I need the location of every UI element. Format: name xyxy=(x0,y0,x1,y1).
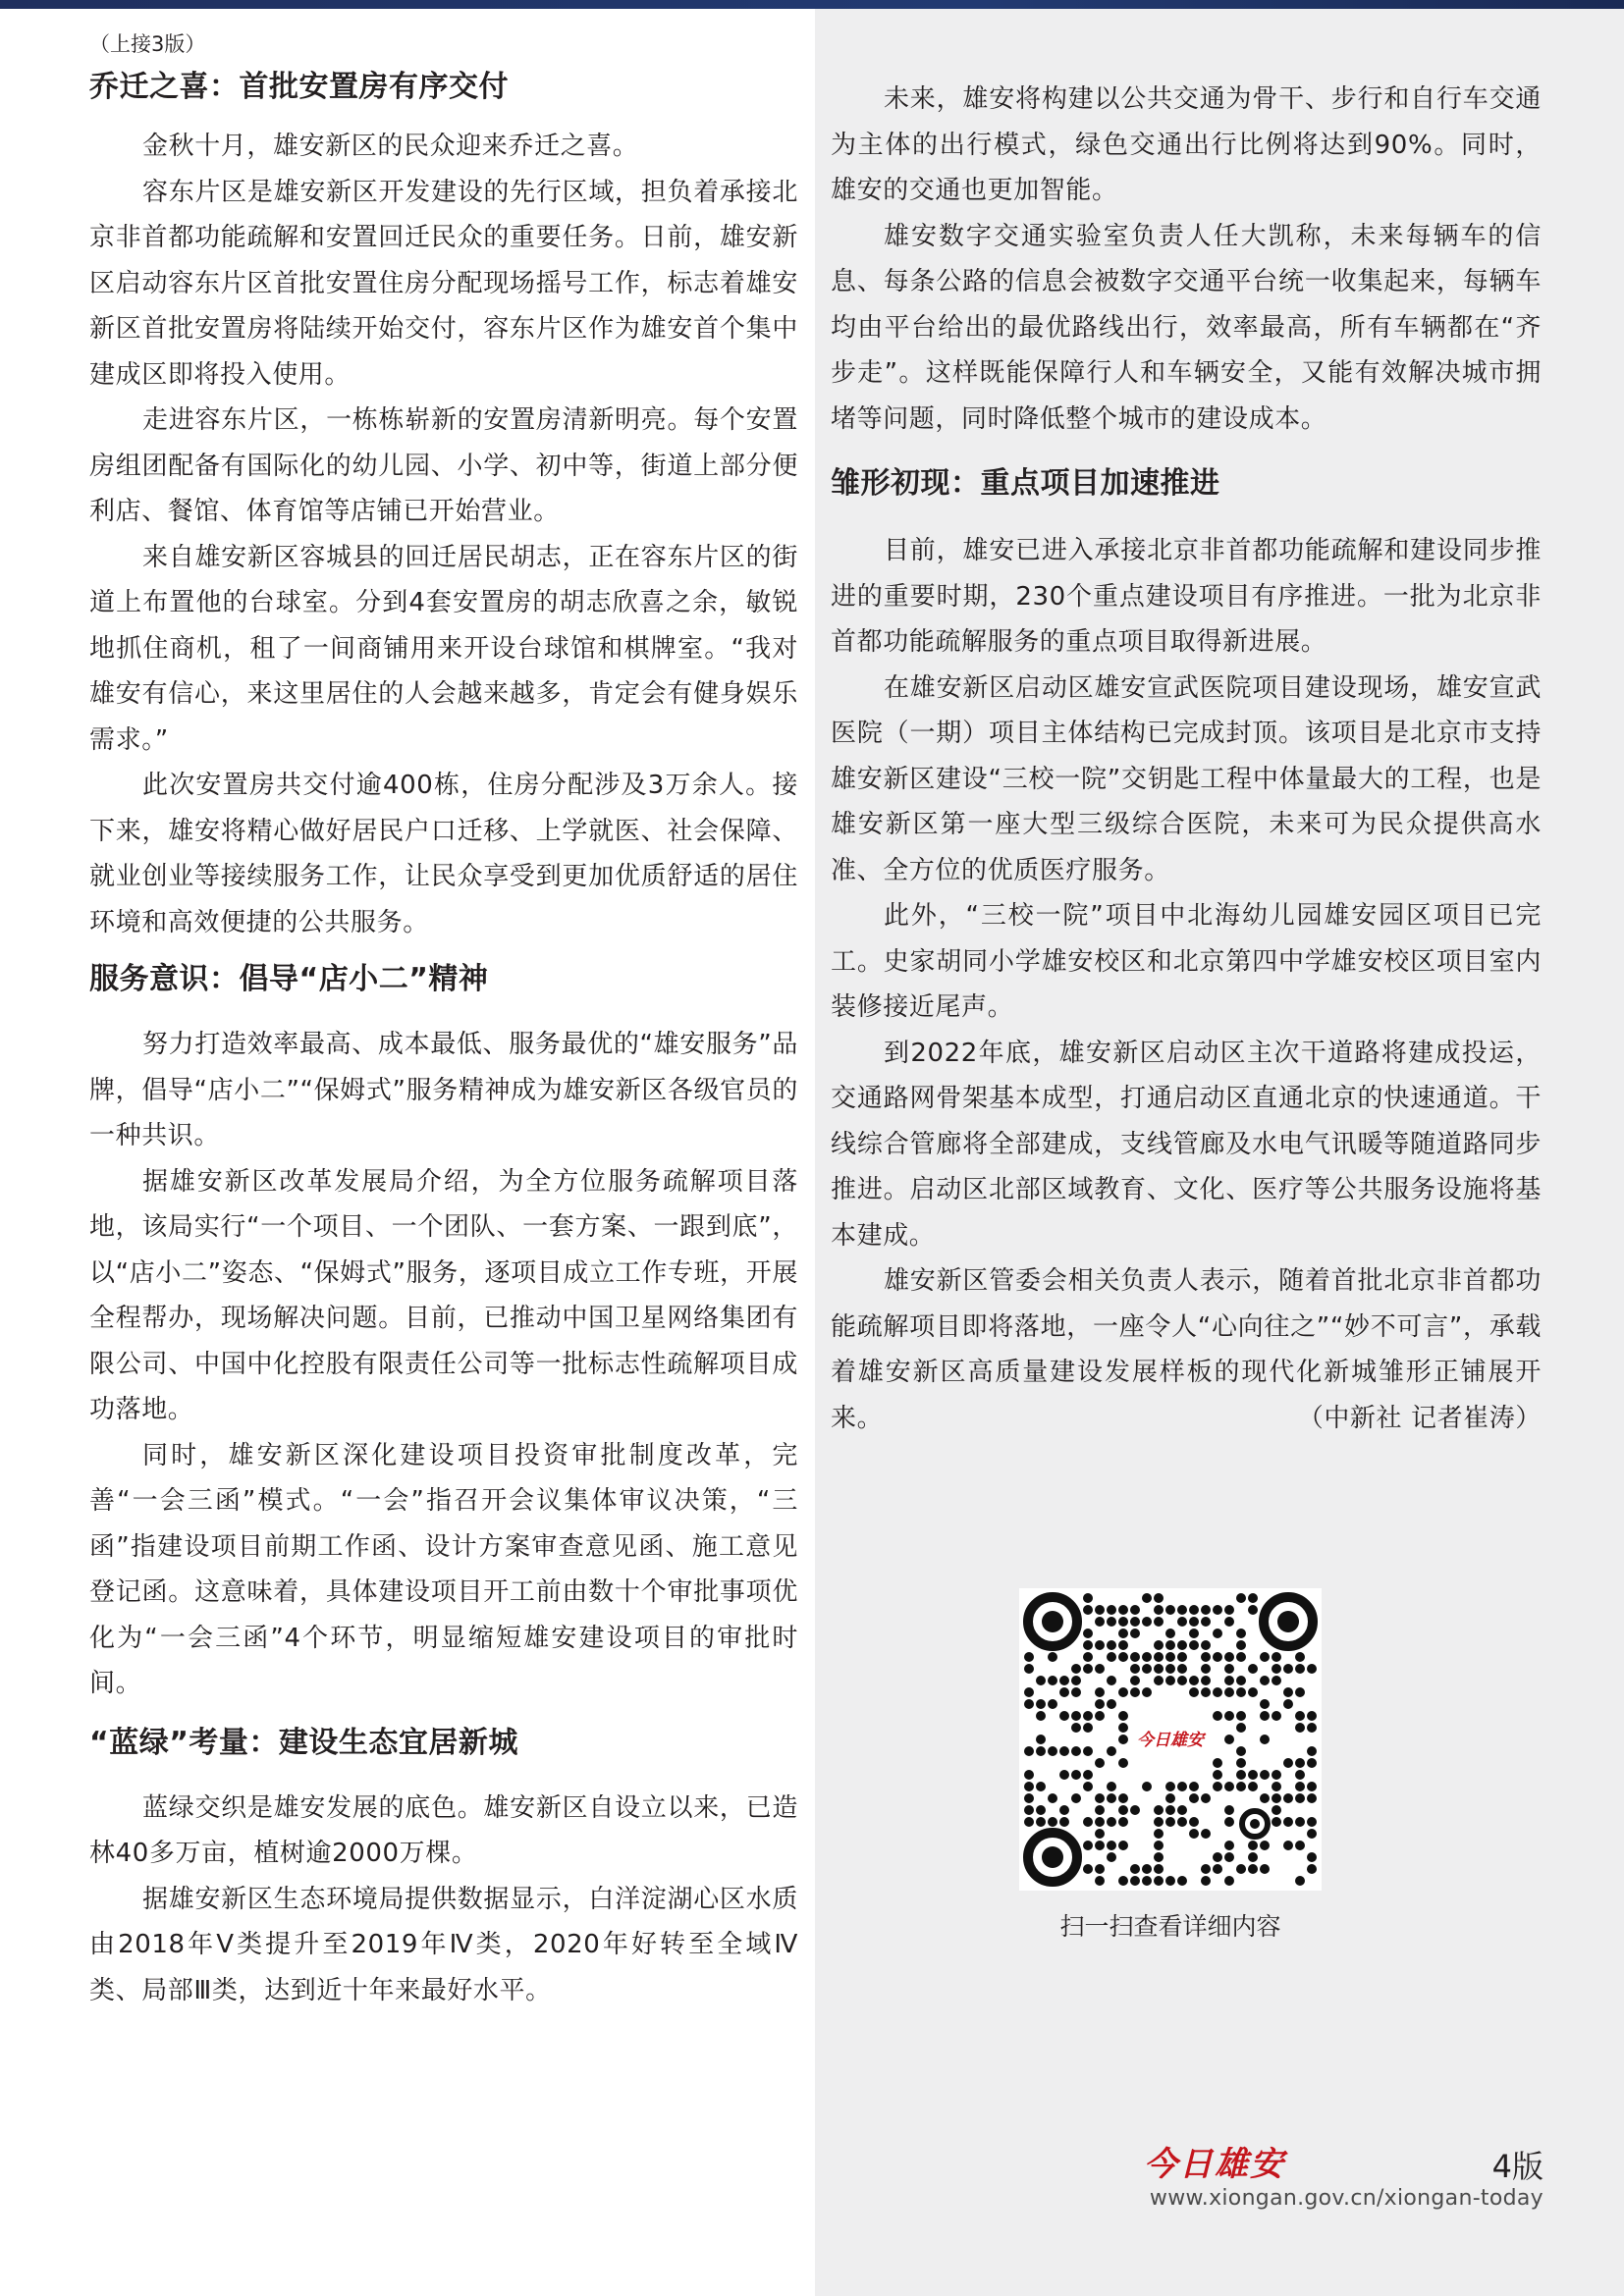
qr-module xyxy=(1189,1782,1199,1791)
qr-module xyxy=(1107,1605,1116,1615)
paragraph: 走进容东片区，一栋栋崭新的安置房清新明亮。每个安置房组团配备有国际化的幼儿园、小学、初中等，街道上部分便利店、餐馆、体育馆等店铺已开始营业。 xyxy=(89,405,798,526)
qr-module xyxy=(1177,1664,1187,1674)
qr-module xyxy=(1236,1770,1246,1780)
qr-module xyxy=(1154,1852,1164,1862)
qr-module xyxy=(1177,1652,1187,1662)
qr-module xyxy=(1295,1841,1305,1850)
qr-module xyxy=(1083,1652,1093,1662)
qr-module xyxy=(1142,1652,1152,1662)
qr-module xyxy=(1165,1676,1175,1685)
qr-module xyxy=(1236,1723,1246,1733)
qr-module xyxy=(1130,1805,1140,1815)
section-heading-service: 服务意识：倡导“店小二”精神 xyxy=(89,962,489,996)
page-number: 4版 xyxy=(1491,2148,1543,2185)
qr-module xyxy=(1260,1735,1270,1744)
qr-module xyxy=(1071,1664,1081,1674)
qr-module xyxy=(1177,1605,1187,1615)
qr-caption: 扫一扫查看详细内容 xyxy=(1059,1912,1281,1941)
qr-module xyxy=(1248,1605,1258,1615)
qr-module xyxy=(1189,1617,1199,1627)
qr-module xyxy=(1272,1676,1281,1685)
qr-module xyxy=(1142,1617,1152,1627)
qr-module xyxy=(1248,1770,1258,1780)
qr-module xyxy=(1118,1640,1128,1650)
qr-module xyxy=(1213,1770,1222,1780)
qr-module xyxy=(1201,1640,1211,1650)
qr-module xyxy=(1118,1735,1128,1744)
qr-module xyxy=(1307,1817,1317,1827)
qr-module xyxy=(1095,1687,1105,1697)
qr-module xyxy=(1154,1652,1164,1662)
qr-module xyxy=(1083,1664,1093,1674)
qr-code-image xyxy=(1019,1588,1322,1891)
qr-module xyxy=(1283,1841,1293,1850)
qr-module xyxy=(1260,1699,1270,1709)
qr-module xyxy=(1107,1817,1116,1827)
qr-module xyxy=(1118,1617,1128,1627)
qr-module xyxy=(1260,1793,1270,1803)
qr-module xyxy=(1095,1617,1105,1627)
qr-module xyxy=(1236,1652,1246,1662)
qr-module xyxy=(1224,1605,1234,1615)
qr-module xyxy=(1083,1640,1093,1650)
qr-module xyxy=(1224,1617,1234,1627)
qr-module xyxy=(1283,1699,1293,1709)
qr-module xyxy=(1154,1605,1164,1615)
qr-module xyxy=(1083,1817,1093,1827)
qr-module xyxy=(1295,1782,1305,1791)
qr-module xyxy=(1189,1687,1199,1697)
qr-module xyxy=(1236,1758,1246,1768)
paragraph: 此次安置房共交付逾400栋，住房分配涉及3万余人。接下来，雄安将精心做好居民户口迁移、上学就医、社会保障、就业创业等接续服务工作，让民众享受到更加优质舒适的居住环境和高效便捷的公共服务。 xyxy=(89,771,798,937)
paragraph: 容东片区是雄安新区开发建设的先行区域，担负着承接北京非首都功能疏解和安置回迁民众的重要任务。日前，雄安新区启动容东片区首批安置住房分配现场摇号工作，标志着雄安新区首批安置房将陆续开始交付，容东片区作为雄安首个集中建成区即将投入使用。 xyxy=(89,177,798,390)
qr-module xyxy=(1224,1735,1234,1744)
qr-module xyxy=(1236,1640,1246,1650)
left-column xyxy=(89,29,798,2013)
qr-module xyxy=(1177,1817,1187,1827)
qr-module xyxy=(1154,1664,1164,1674)
qr-module xyxy=(1036,1782,1046,1791)
qr-module xyxy=(1059,1687,1069,1697)
qr-module xyxy=(1236,1864,1246,1874)
qr-module xyxy=(1107,1782,1116,1791)
qr-module xyxy=(1071,1746,1081,1756)
qr-module xyxy=(1213,1852,1222,1862)
qr-module xyxy=(1213,1711,1222,1721)
qr-module xyxy=(1059,1770,1069,1780)
qr-module xyxy=(1189,1640,1199,1650)
qr-module xyxy=(1283,1664,1293,1674)
qr-module xyxy=(1083,1782,1093,1791)
qr-module xyxy=(1189,1629,1199,1638)
paragraph: 到2022年底，雄安新区启动区主次干道路将建成投运，交通路网骨架基本成型，打通启动区直通北京的快速通道。干线综合管廊将全部建成，支线管廊及水电气讯暖等随道路同步推进。启动区北部区域教育、文化、医疗等公共服务设施将基本建成。 xyxy=(831,1038,1542,1251)
qr-module xyxy=(1224,1652,1234,1662)
qr-module xyxy=(1177,1805,1187,1815)
qr-module xyxy=(1248,1664,1258,1674)
paragraph: 雄安数字交通实验室负责人任大凯称，未来每辆车的信息、每条公路的信息会被数字交通平台统一收集起来，每辆车均由平台给出的最优路线出行，效率最高，所有车辆都在“齐步走”。这样既能保障行人和车辆安全，又能有效解决城市拥堵等问题，同时降低整个城市的建设成本。 xyxy=(831,221,1542,434)
paragraph: 金秋十月，雄安新区的民众迎来乔迁之喜。 xyxy=(142,132,639,161)
qr-module xyxy=(1024,1782,1034,1791)
qr-module xyxy=(1307,1664,1317,1674)
qr-module xyxy=(1095,1817,1105,1827)
qr-module xyxy=(1165,1782,1175,1791)
qr-module xyxy=(1154,1805,1164,1815)
qr-module xyxy=(1272,1770,1281,1780)
qr-module xyxy=(1272,1664,1281,1674)
qr-module xyxy=(1189,1793,1199,1803)
qr-module xyxy=(1165,1805,1175,1815)
qr-module xyxy=(1165,1605,1175,1615)
qr-module xyxy=(1177,1876,1187,1886)
qr-module xyxy=(1260,1770,1270,1780)
qr-module xyxy=(1154,1640,1164,1650)
qr-module xyxy=(1307,1782,1317,1791)
qr-module xyxy=(1107,1746,1116,1756)
qr-module xyxy=(1095,1864,1105,1874)
qr-module xyxy=(1260,1676,1270,1685)
qr-module xyxy=(1071,1687,1081,1697)
qr-module xyxy=(1130,1664,1140,1674)
paragraph: 此外，“三校一院”项目中北海幼儿园雄安园区项目已完工。史家胡同小学雄安校区和北京第四中学雄安校区项目室内装修接近尾声。 xyxy=(831,901,1542,1022)
qr-module xyxy=(1307,1758,1317,1768)
qr-module xyxy=(1059,1711,1069,1721)
qr-module xyxy=(1272,1782,1281,1791)
qr-module xyxy=(1165,1640,1175,1650)
section-heading-projects: 雏形初现：重点项目加速推进 xyxy=(831,466,1220,501)
qr-module xyxy=(1130,1864,1140,1874)
qr-module xyxy=(1213,1605,1222,1615)
qr-module xyxy=(1130,1605,1140,1615)
qr-module xyxy=(1130,1629,1140,1638)
qr-module xyxy=(1201,1617,1211,1627)
qr-module xyxy=(1059,1676,1069,1685)
qr-module xyxy=(1083,1711,1093,1721)
qr-module xyxy=(1236,1687,1246,1697)
qr-module xyxy=(1107,1793,1116,1803)
qr-module xyxy=(1295,1770,1305,1780)
qr-module xyxy=(1036,1735,1046,1744)
paragraph: 据雄安新区生态环境局提供数据显示，白洋淀湖心区水质由2018年Ⅴ类提升至2019年Ⅳ类，2020年好转至全域Ⅳ类、局部Ⅲ类，达到近十年来最好水平。 xyxy=(89,1884,798,2005)
qr-module xyxy=(1083,1770,1093,1780)
qr-module xyxy=(1083,1629,1093,1638)
qr-module xyxy=(1036,1711,1046,1721)
section-heading-ecology: “蓝绿”考量：建设生态宜居新城 xyxy=(89,1725,518,1760)
qr-module xyxy=(1248,1841,1258,1850)
qr-module xyxy=(1059,1817,1069,1827)
qr-module xyxy=(1048,1699,1057,1709)
qr-module xyxy=(1118,1711,1128,1721)
qr-module xyxy=(1142,1687,1152,1697)
qr-module xyxy=(1083,1593,1093,1603)
qr-module xyxy=(1107,1617,1116,1627)
qr-module xyxy=(1201,1864,1211,1874)
qr-module xyxy=(1107,1640,1116,1650)
qr-module xyxy=(1283,1758,1293,1768)
qr-module xyxy=(1059,1746,1069,1756)
qr-module xyxy=(1236,1711,1246,1721)
qr-module xyxy=(1154,1864,1164,1874)
qr-module xyxy=(1201,1652,1211,1662)
qr-module xyxy=(1118,1805,1128,1815)
paragraph: 努力打造效率最高、成本最低、服务最优的“雄安服务”品牌，倡导“店小二”“保姆式”服务精神成为雄安新区各级官员的一种共识。 xyxy=(89,1030,798,1150)
qr-module xyxy=(1272,1652,1281,1662)
qr-module xyxy=(1118,1841,1128,1850)
qr-module xyxy=(1071,1711,1081,1721)
qr-module xyxy=(1201,1687,1211,1697)
qr-module xyxy=(1260,1864,1270,1874)
qr-module xyxy=(1224,1782,1234,1791)
paragraph: 据雄安新区改革发展局介绍，为全方位服务疏解项目落地，该局实行“一个项目、一个团队、一套方案、一跟到底”，以“店小二”姿态、“保姆式”服务，逐项目成立工作专班，开展全程帮办，现场解决问题。目前，已推动中国卫星网络集团有限公司、中国中化控股有限责任公司等一批标志性疏解项目成功落地。 xyxy=(89,1166,798,1424)
right-column xyxy=(831,77,1542,1441)
qr-module xyxy=(1236,1782,1246,1791)
qr-module xyxy=(1095,1605,1105,1615)
qr-module xyxy=(1295,1723,1305,1733)
qr-module xyxy=(1095,1805,1105,1815)
qr-module xyxy=(1083,1864,1093,1874)
qr-module xyxy=(1260,1841,1270,1850)
continued-from-note: （上接3版） xyxy=(89,32,206,56)
qr-module xyxy=(1095,1758,1105,1768)
qr-module xyxy=(1213,1758,1222,1768)
qr-module xyxy=(1295,1876,1305,1886)
qr-module xyxy=(1165,1652,1175,1662)
qr-module xyxy=(1295,1652,1305,1662)
qr-module xyxy=(1095,1664,1105,1674)
qr-module xyxy=(1095,1829,1105,1839)
qr-module xyxy=(1154,1593,1164,1603)
qr-module xyxy=(1248,1687,1258,1697)
section-heading-relocation: 乔迁之喜：首批安置房有序交付 xyxy=(89,70,509,104)
qr-module xyxy=(1177,1676,1187,1685)
qr-module xyxy=(1142,1876,1152,1886)
qr-module xyxy=(1260,1652,1270,1662)
qr-module xyxy=(1260,1711,1270,1721)
qr-module xyxy=(1118,1652,1128,1662)
qr-module xyxy=(1248,1593,1258,1603)
qr-module xyxy=(1283,1793,1293,1803)
qr-module xyxy=(1177,1617,1187,1627)
qr-module xyxy=(1201,1605,1211,1615)
qr-module xyxy=(1307,1793,1317,1803)
qr-module xyxy=(1295,1793,1305,1803)
qr-module xyxy=(1024,1652,1034,1662)
qr-module xyxy=(1095,1711,1105,1721)
qr-module xyxy=(1165,1629,1175,1638)
paragraph: 蓝绿交织是雄安发展的底色。雄安新区自设立以来，已造林40多万亩，植树逾2000万棵。 xyxy=(89,1792,798,1868)
qr-module xyxy=(1036,1676,1046,1685)
qr-module xyxy=(1024,1746,1034,1756)
qr-code[interactable] xyxy=(1019,1588,1322,1891)
qr-module xyxy=(1236,1676,1246,1685)
qr-module xyxy=(1048,1676,1057,1685)
qr-module xyxy=(1295,1711,1305,1721)
qr-module xyxy=(1107,1841,1116,1850)
qr-module xyxy=(1024,1770,1034,1780)
qr-module xyxy=(1118,1629,1128,1638)
qr-module xyxy=(1036,1746,1046,1756)
qr-module xyxy=(1272,1817,1281,1827)
qr-module xyxy=(1201,1829,1211,1839)
qr-module xyxy=(1213,1629,1222,1638)
qr-module xyxy=(1071,1770,1081,1780)
qr-module xyxy=(1154,1617,1164,1627)
qr-center-logo: 今日雄安 xyxy=(1137,1731,1204,1750)
qr-module xyxy=(1118,1758,1128,1768)
qr-module xyxy=(1295,1664,1305,1674)
qr-module xyxy=(1201,1876,1211,1886)
paragraph: 来自雄安新区容城县的回迁居民胡志，正在容东片区的街道上布置他的台球室。分到4套安置房的胡志欣喜之余，敏锐地抓住商机，租了一间商铺用来开设台球馆和棋牌室。“我对雄安有信心，来这里居住的人会越来越多，肯定会有健身娱乐需求。” xyxy=(89,542,798,755)
qr-module xyxy=(1224,1841,1234,1850)
qr-module xyxy=(1224,1664,1234,1674)
qr-module xyxy=(1071,1793,1081,1803)
qr-module xyxy=(1213,1687,1222,1697)
qr-module xyxy=(1083,1746,1093,1756)
qr-module xyxy=(1295,1758,1305,1768)
qr-module xyxy=(1236,1629,1246,1638)
qr-module xyxy=(1142,1593,1152,1603)
qr-module xyxy=(1095,1876,1105,1886)
qr-module xyxy=(1024,1664,1034,1674)
qr-module xyxy=(1083,1605,1093,1615)
qr-module xyxy=(1224,1805,1234,1815)
qr-module xyxy=(1307,1829,1317,1839)
qr-module xyxy=(1118,1687,1128,1697)
qr-module xyxy=(1189,1829,1199,1839)
qr-module xyxy=(1213,1652,1222,1662)
qr-module xyxy=(1130,1876,1140,1886)
qr-module xyxy=(1095,1841,1105,1850)
qr-module xyxy=(1177,1782,1187,1791)
qr-module xyxy=(1095,1699,1105,1709)
qr-module xyxy=(1165,1817,1175,1827)
qr-module xyxy=(1201,1664,1211,1674)
website-url[interactable]: www.xiongan.gov.cn/xiongan-today xyxy=(1149,2186,1543,2211)
qr-module xyxy=(1189,1676,1199,1685)
qr-module xyxy=(1272,1711,1281,1721)
qr-module xyxy=(1248,1864,1258,1874)
qr-module xyxy=(1071,1676,1081,1685)
qr-module xyxy=(1024,1793,1034,1803)
publication-logo: 今日雄安 xyxy=(1144,2145,1285,2184)
qr-module xyxy=(1118,1723,1128,1733)
qr-module xyxy=(1059,1805,1069,1815)
byline-credit: （中新社 记者崔涛） xyxy=(1297,1403,1542,1433)
paragraph: 同时，雄安新区深化建设项目投资审批制度改革，完善“一会三函”模式。“一会”指召开会议集体审议决策，“三函”指建设项目前期工作函、设计方案审查意见函、施工意见登记函。这意味着，具体建设项目开工前由数十个审批事项优化为“一会三函”4个环节，明显缩短雄安建设项目的审批时间。 xyxy=(89,1440,798,1698)
qr-module xyxy=(1236,1746,1246,1756)
qr-module xyxy=(1118,1605,1128,1615)
qr-module xyxy=(1130,1676,1140,1685)
paragraph: 在雄安新区启动区雄安宣武医院项目建设现场，雄安宣武医院（一期）项目主体结构已完成封顶。该项目是北京市支持雄安新区建设“三校一院”交钥匙工程中体量最大的工程，也是雄安新区第一座大型三级综合医院，未来可为民众提供高水准、全方位的优质医疗服务。 xyxy=(831,672,1542,885)
qr-module xyxy=(1130,1617,1140,1627)
qr-module xyxy=(1083,1723,1093,1733)
qr-module xyxy=(1154,1829,1164,1839)
qr-module xyxy=(1095,1793,1105,1803)
qr-module xyxy=(1130,1652,1140,1662)
qr-module xyxy=(1272,1793,1281,1803)
top-banner-bar xyxy=(0,0,1624,9)
qr-module xyxy=(1154,1817,1164,1827)
qr-module xyxy=(1224,1817,1234,1827)
qr-module xyxy=(1189,1817,1199,1827)
qr-module xyxy=(1095,1640,1105,1650)
qr-module xyxy=(1283,1687,1293,1697)
qr-module xyxy=(1036,1699,1046,1709)
qr-module xyxy=(1307,1746,1317,1756)
qr-module xyxy=(1048,1652,1057,1662)
qr-module xyxy=(1224,1676,1234,1685)
qr-module xyxy=(1213,1864,1222,1874)
qr-module xyxy=(1213,1782,1222,1791)
qr-module xyxy=(1154,1876,1164,1886)
qr-module xyxy=(1165,1793,1175,1803)
qr-module xyxy=(1165,1876,1175,1886)
qr-module xyxy=(1154,1841,1164,1850)
paragraph: 雄安新区管委会相关负责人表示，随着首批北京非首都功能疏解项目即将落地，一座令人“心向往之”“妙不可言”，承载着雄安新区高质量建设发展样板的现代化新城雏形正铺展开来。 xyxy=(831,1266,1542,1433)
qr-module xyxy=(1142,1782,1152,1791)
qr-module xyxy=(1142,1664,1152,1674)
qr-module xyxy=(1201,1793,1211,1803)
qr-module xyxy=(1142,1864,1152,1874)
qr-module xyxy=(1283,1817,1293,1827)
qr-module xyxy=(1307,1852,1317,1862)
qr-module xyxy=(1307,1864,1317,1874)
qr-module xyxy=(1048,1793,1057,1803)
qr-module xyxy=(1201,1676,1211,1685)
qr-module xyxy=(1248,1782,1258,1791)
qr-module xyxy=(1224,1852,1234,1862)
qr-module xyxy=(1107,1699,1116,1709)
paragraph: 未来，雄安将构建以公共交通为骨干、步行和自行车交通为主体的出行模式，绿色交通出行比例将达到90%。同时，雄安的交通也更加智能。 xyxy=(831,84,1542,205)
qr-module xyxy=(1118,1876,1128,1886)
qr-module xyxy=(1118,1817,1128,1827)
qr-module xyxy=(1189,1605,1199,1615)
qr-module xyxy=(1224,1876,1234,1886)
qr-module xyxy=(1107,1852,1116,1862)
qr-module xyxy=(1295,1687,1305,1697)
qr-module xyxy=(1083,1841,1093,1850)
qr-module xyxy=(1071,1723,1081,1733)
qr-module xyxy=(1224,1687,1234,1697)
qr-module xyxy=(1048,1817,1057,1827)
qr-module xyxy=(1236,1593,1246,1603)
paragraph: 目前，雄安已进入承接北京非首都功能疏解和建设同步推进的重要时期，230个重点建设项目有序推进。一批为北京非首都功能疏解服务的重点项目取得新进展。 xyxy=(831,536,1542,657)
qr-module xyxy=(1024,1687,1034,1697)
qr-module xyxy=(1107,1676,1116,1685)
qr-module xyxy=(1177,1640,1187,1650)
qr-module xyxy=(1024,1817,1034,1827)
qr-module xyxy=(1036,1805,1046,1815)
qr-module xyxy=(1307,1723,1317,1733)
qr-module xyxy=(1248,1852,1258,1862)
qr-module xyxy=(1048,1746,1057,1756)
qr-module xyxy=(1036,1817,1046,1827)
qr-module xyxy=(1307,1711,1317,1721)
qr-module xyxy=(1130,1687,1140,1697)
qr-module xyxy=(1165,1664,1175,1674)
qr-module xyxy=(1024,1699,1034,1709)
qr-module xyxy=(1295,1817,1305,1827)
qr-module xyxy=(1224,1711,1234,1721)
qr-module xyxy=(1118,1793,1128,1803)
qr-module xyxy=(1154,1676,1164,1685)
qr-module xyxy=(1024,1805,1034,1815)
qr-module xyxy=(1107,1652,1116,1662)
qr-module xyxy=(1272,1805,1281,1815)
